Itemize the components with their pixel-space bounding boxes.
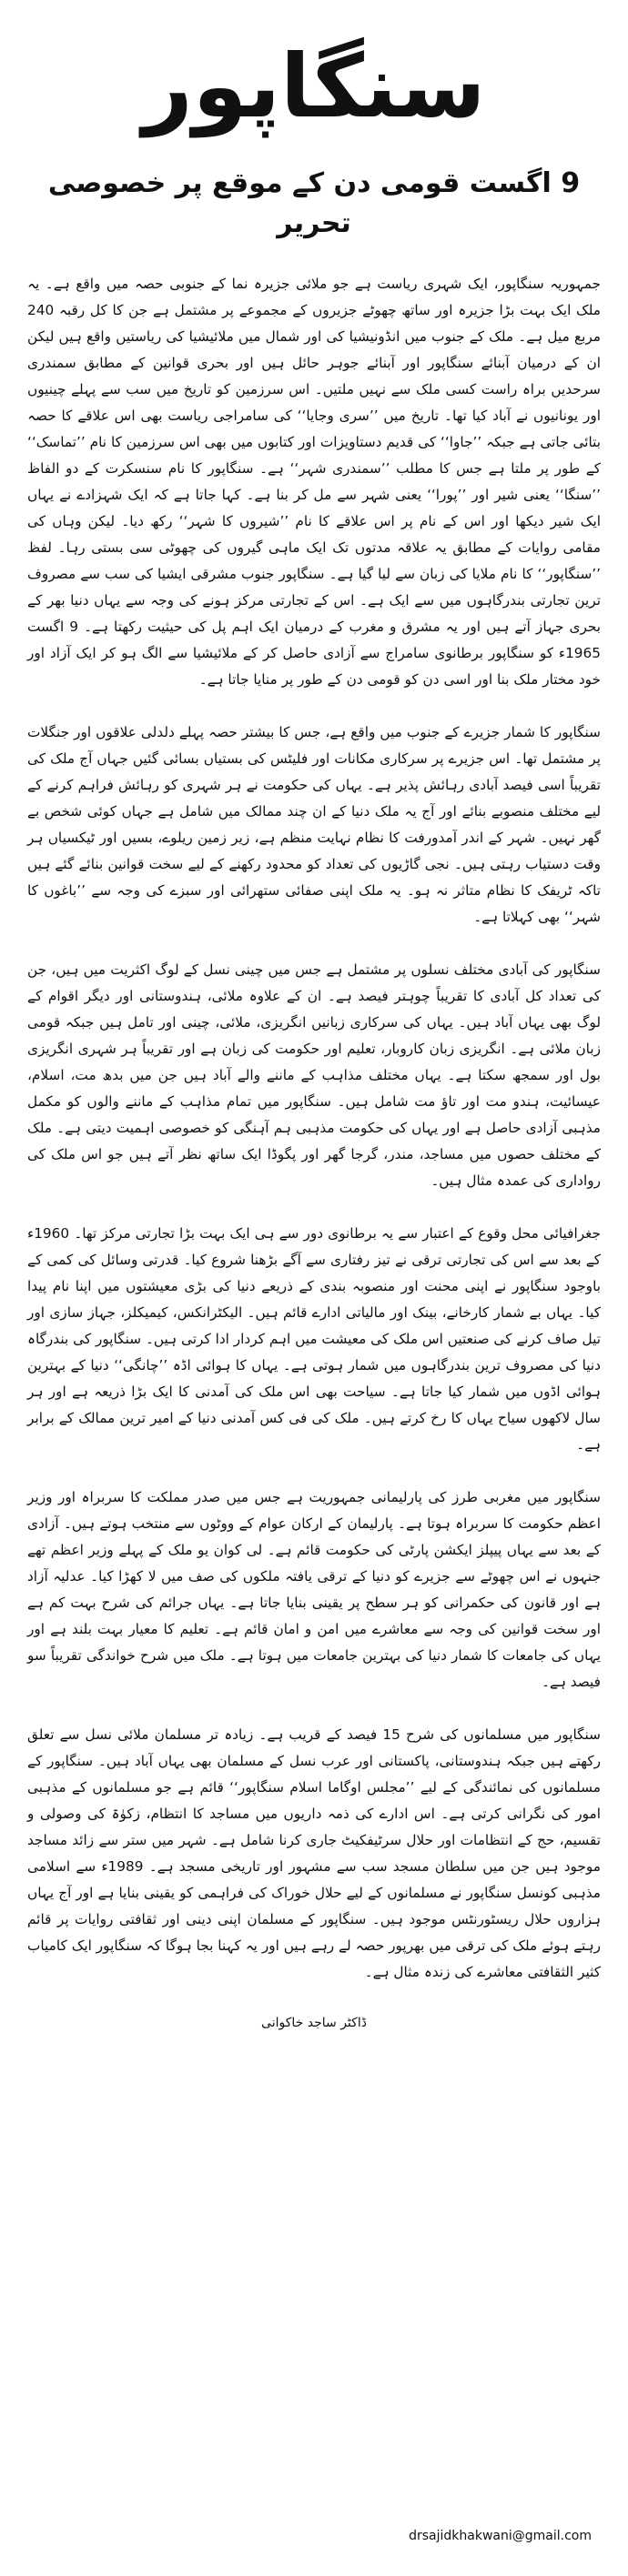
author-signature: ڈاکٹر ساجد خاکوانی xyxy=(261,2016,367,2030)
paragraph: سنگاپور میں مسلمانوں کی شرح 15 فیصد کے قریب ہے۔ زیادہ تر مسلمان ملائی نسل سے تعلق رکھتے ہیں جبکہ ہندوستانی، پاکستانی اور عرب نسل کے مسلمان بھی یہاں آباد ہیں۔ سنگاپور کے مسلمانوں کی نمائندگی کے لیے ’’مجلس اوگاما اسلام سنگاپور‘‘ قائم ہے جو مسلمانوں کے مذہبی امور کی نگرانی کرتی ہے۔ اس ادارے کی ذمہ داریوں میں مساجد کا انتظام، زکوٰۃ کی وصولی و تقسیم، حج کے انتظامات اور حلال سرٹیفکیٹ جاری کرنا شامل ہے۔ شہر میں ستر سے زائد مساجد موجود ہیں جن میں سلطان مسجد سب سے مشہور اور تاریخی مسجد ہے۔ 1989ء سے اسلامی مذہبی کونسل سنگاپور نے مسلمانوں کے لیے حلال خوراک کی فراہمی کو یقینی بنایا ہے اور آج یہاں ہزاروں حلال ریسٹورنٹس موجود ہیں۔ سنگاپور کے مسلمان اپنی دینی اور ثقافتی روایات پر قائم رہتے ہوئے ملک کی ترقی میں بھرپور حصہ لے رہے ہیں اور یہ کہنا بجا ہوگا کہ سنگاپور ایک کامیاب کثیر الثقافتی معاشرے کی زندہ مثال ہے۔ xyxy=(27,1726,601,1980)
paragraph: سنگاپور کی آبادی مختلف نسلوں پر مشتمل ہے جس میں چینی نسل کے لوگ اکثریت میں ہیں، جن کی تعداد کل آبادی کا تقریباً چوہتر فیصد ہے۔ ان کے علاوہ ملائی، ہندوستانی اور دیگر اقوام کے لوگ بھی یہاں آباد ہیں۔ یہاں کی سرکاری زبانیں انگریزی، ملائی، چینی اور تامل ہیں جبکہ قومی زبان ملائی ہے۔ انگریزی زبان کاروبار، تعلیم اور حکومت کی زبان ہے اور تقریباً ہر شہری انگریزی بول اور سمجھ سکتا ہے۔ یہاں مختلف مذاہب کے ماننے والے آباد ہیں جن میں بدھ مت، اسلام، عیسائیت، ہندو مت اور تاؤ مت شامل ہیں۔ سنگاپور میں تمام مذاہب کے ماننے والوں کو مکمل مذہبی آزادی حاصل ہے اور یہاں کی حکومت مذہبی ہم آہنگی کو خصوصی اہمیت دیتی ہے۔ ملک کے مختلف حصوں میں مساجد، مندر، گرجا گھر اور پگوڈا ایک ساتھ نظر آتے ہیں جو اس ملک کی رواداری کی عمدہ مثال ہیں۔ xyxy=(27,961,601,1189)
author-email[interactable]: drsajidkhakwani@gmail.com xyxy=(409,2529,592,2543)
paragraph: جمہوریہ سنگاپور، ایک شہری ریاست ہے جو ملائی جزیرہ نما کے جنوبی حصہ میں واقع ہے۔ یہ ملک ایک بہت بڑا جزیرہ اور ساتھ چھوٹے جزیروں کے مجموعے پر مشتمل ہے جن کا کل رقبہ 240 مربع میل ہے۔ ملک کے جنوب میں انڈونیشیا کی اور شمال میں ملائیشیا کی ریاستیں واقع ہیں لیکن ان کے درمیان آبنائے سنگاپور اور آبنائے جوہر حائل ہیں اور بحری قوانین کے مطابق سمندری سرحدیں براہ راست کسی ملک سے نہیں ملتیں۔ اس سرزمین کو تاریخ میں سب سے پہلے چینیوں اور یونانیوں نے آباد کیا تھا۔ تاریخ میں ’’سری وجایا‘‘ کی سامراجی ریاست بھی اس علاقے کا حصہ بتائی جاتی ہے جبکہ ’’جاوا‘‘ کی قدیم دستاویزات اور کتابوں میں بھی اس سرزمین کا نام ’’تماسک‘‘ کے طور پر ملتا ہے جس کا مطلب ’’سمندری شہر‘‘ ہے۔ سنگاپور کا نام سنسکرت کے دو الفاظ ’’سنگا‘‘ یعنی شیر اور ’’پورا‘‘ یعنی شہر سے مل کر بنا ہے۔ کہا جاتا ہے کہ ایک شہزادے نے یہاں ایک شیر دیکھا اور اس کے نام پر اس علاقے کا نام ’’شیروں کا شہر‘‘ رکھ دیا۔ لیکن وہاں کی مقامی روایات کے مطابق یہ علاقہ مدتوں تک ایک ماہی گیروں کی چھوٹی سی بستی رہا۔ لفظ ’’سنگاپور‘‘ کا نام ملایا کی زبان سے لیا گیا ہے۔ سنگاپور جنوب مشرقی ایشیا کی سب سے مصروف ترین تجارتی بندرگاہوں میں سے ایک ہے۔ اس کے تجارتی مرکز ہونے کی وجہ سے یہاں دنیا بھر کے بحری جہاز آتے ہیں اور یہ مشرق و مغرب کے درمیان ایک اہم پل کی حیثیت رکھتا ہے۔ 9 اگست 1965ء کو سنگاپور برطانوی سامراج سے آزادی حاصل کر کے ملائیشیا سے الگ ہو کر ایک آزاد اور خود مختار ملک بنا اور اسی دن کو قومی دن کے طور پر منایا جاتا ہے۔ xyxy=(27,276,602,688)
paragraph: سنگاپور کا شمار جزیرے کے جنوب میں واقع ہے، جس کا بیشتر حصہ پہلے دلدلی علاقوں اور جنگلات پر مشتمل تھا۔ اس جزیرے پر سرکاری مکانات اور فلیٹس کی بستیاں بسائی گئیں جہاں آج ملک کی تقریباً اسی فیصد آبادی رہائش پذیر ہے۔ یہاں کی حکومت نے ہر شہری کو رہائش فراہم کرنے کے لیے مختلف منصوبے بنائے اور آج یہ ملک دنیا کے ان چند ممالک میں شامل ہے جہاں کوئی شخص بے گھر نہیں۔ شہر کے اندر آمدورفت کا نظام نہایت منظم ہے، زیر زمین ریلوے، بسیں اور ٹیکسیاں ہر وقت دستیاب رہتی ہیں۔ نجی گاڑیوں کی تعداد کو محدود رکھنے کے لیے سخت قوانین بنائے گئے ہیں تاکہ ٹریفک کا نظام متاثر نہ ہو۔ یہ ملک اپنی صفائی ستھرائی اور سبزے کی وجہ سے ’’باغوں کا شہر‘‘ بھی کہلاتا ہے۔ xyxy=(27,724,601,925)
article-body xyxy=(27,271,601,1986)
article-subtitle: 9 اگست قومی دن کے موقع پر خصوصی تحریر xyxy=(47,167,581,239)
masthead xyxy=(27,0,601,164)
paragraph: جغرافیائی محل وقوع کے اعتبار سے یہ برطانوی دور سے ہی ایک بہت بڑا تجارتی مرکز تھا۔ 1960ء کے بعد سے اس کی تجارتی ترقی نے تیز رفتاری سے آگے بڑھنا شروع کیا۔ قدرتی وسائل کی کمی کے باوجود سنگاپور نے اپنی محنت اور منصوبہ بندی کے ذریعے دنیا کی بڑی معیشتوں میں اپنا نام پیدا کیا۔ یہاں بے شمار کارخانے، بینک اور مالیاتی ادارے قائم ہیں۔ الیکٹرانکس، کیمیکلز، جہاز سازی اور تیل صاف کرنے کی صنعتیں اس ملک کی معیشت میں اہم کردار ادا کرتی ہیں۔ سنگاپور کی بندرگاہ دنیا کی مصروف ترین بندرگاہوں میں شمار ہوتی ہے۔ یہاں کا ہوائی اڈہ ’’چانگی‘‘ دنیا کے بہترین ہوائی اڈوں میں شمار کیا جاتا ہے۔ سیاحت بھی اس ملک کی آمدنی کا ایک بڑا ذریعہ ہے اور ہر سال لاکھوں سیاح یہاں کا رخ کرتے ہیں۔ ملک کی فی کس آمدنی دنیا کے امیر ترین ممالک کے برابر ہے۔ xyxy=(27,1225,601,1453)
page-title: سنگاپور xyxy=(142,35,486,137)
paragraph: سنگاپور میں مغربی طرز کی پارلیمانی جمہوریت ہے جس میں صدر مملکت کا سربراہ اور وزیر اعظم حکومت کا سربراہ ہوتا ہے۔ پارلیمان کے ارکان عوام کے ووٹوں سے منتخب ہوتے ہیں۔ آزادی کے بعد سے یہاں پیپلز ایکشن پارٹی کی حکومت قائم ہے۔ لی کوان یو ملک کے پہلے وزیر اعظم تھے جنہوں نے اس چھوٹے سے جزیرے کو دنیا کے ترقی یافتہ ملکوں کی صف میں لا کھڑا کیا۔ عدلیہ آزاد ہے اور قانون کی حکمرانی کو ہر سطح پر یقینی بنایا جاتا ہے۔ یہاں جرائم کی شرح بہت کم ہے اور سخت قوانین کی وجہ سے معاشرے میں امن و امان قائم ہے۔ تعلیم کا معیار بہت بلند ہے اور یہاں کی جامعات کا شمار دنیا کی بہترین جامعات میں ہوتا ہے۔ ملک میں شرح خواندگی تقریباً سو فیصد ہے۔ xyxy=(27,1489,601,1690)
